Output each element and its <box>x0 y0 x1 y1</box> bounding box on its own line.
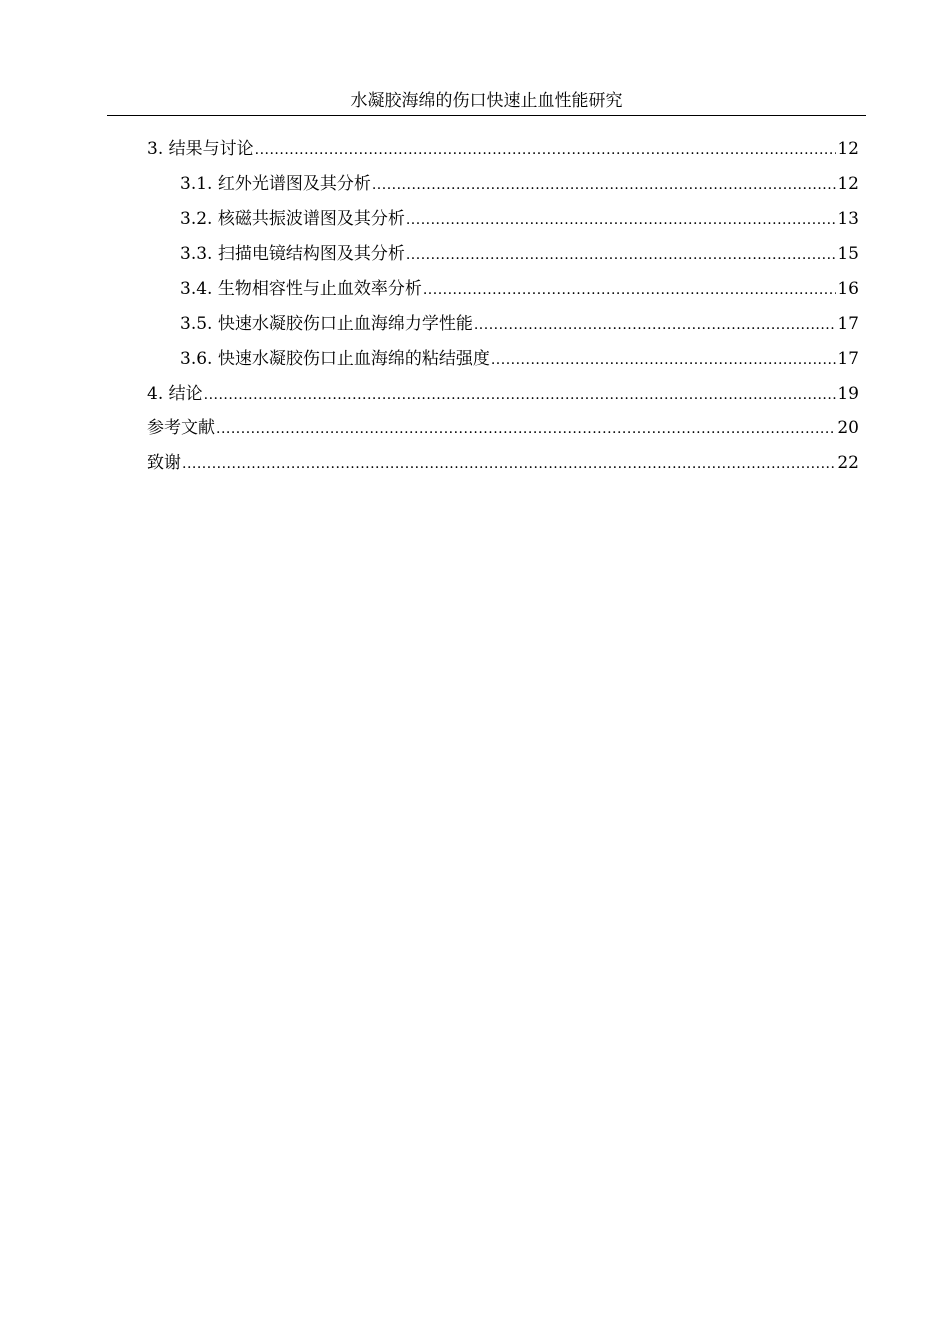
toc-dot-leader <box>216 417 836 441</box>
toc-entry-page-number: 22 <box>837 453 859 473</box>
toc-entry-page-number: 19 <box>837 384 859 404</box>
toc-entry-page-number: 17 <box>837 349 859 369</box>
toc-entry-mechanical-properties[interactable] <box>180 312 859 336</box>
toc-dot-leader <box>204 383 837 407</box>
toc-dot-leader <box>406 243 837 267</box>
toc-entry-conclusion[interactable] <box>147 382 859 406</box>
toc-entry-sem-structure[interactable] <box>180 242 859 266</box>
header-rule <box>107 115 866 116</box>
toc-entry-title: 3.6. 快速水凝胶伤口止血海绵的粘结强度 <box>180 349 490 369</box>
toc-entry-title: 4. 结论 <box>147 384 203 404</box>
toc-entry-title: 参考文献 <box>147 418 215 438</box>
toc-entry-acknowledgements[interactable] <box>147 451 859 475</box>
toc-dot-leader <box>406 208 837 232</box>
toc-entry-page-number: 13 <box>837 209 859 229</box>
toc-entry-page-number: 12 <box>837 174 859 194</box>
toc-entry-adhesion-strength[interactable] <box>180 347 859 371</box>
toc-entry-page-number: 17 <box>837 314 859 334</box>
toc-entry-references[interactable] <box>147 416 859 440</box>
toc-entry-title: 致谢 <box>147 453 181 473</box>
toc-entry-title: 3.4. 生物相容性与止血效率分析 <box>180 279 422 299</box>
toc-entry-nmr-spectrum[interactable] <box>180 207 859 231</box>
toc-dot-leader <box>474 313 837 337</box>
toc-entry-ir-spectrum[interactable] <box>180 172 859 196</box>
toc-dot-leader <box>182 452 836 476</box>
toc-dot-leader <box>491 348 837 372</box>
toc-entry-page-number: 15 <box>837 244 859 264</box>
toc-entry-biocompatibility[interactable] <box>180 277 859 301</box>
toc-entry-page-number: 16 <box>837 279 859 299</box>
toc-entry-title: 3.5. 快速水凝胶伤口止血海绵力学性能 <box>180 314 473 334</box>
toc-entry-title: 3.2. 核磁共振波谱图及其分析 <box>180 209 405 229</box>
toc-entry-title: 3.3. 扫描电镜结构图及其分析 <box>180 244 405 264</box>
running-header: 水凝胶海绵的伤口快速止血性能研究 <box>350 91 623 111</box>
toc-entry-results-discussion[interactable] <box>147 137 859 161</box>
toc-entry-page-number: 12 <box>837 139 859 159</box>
toc-entry-title: 3. 结果与讨论 <box>147 139 254 159</box>
toc-dot-leader <box>255 138 837 162</box>
toc-entry-page-number: 20 <box>837 418 859 438</box>
toc-entry-title: 3.1. 红外光谱图及其分析 <box>180 174 371 194</box>
toc-dot-leader <box>372 173 837 197</box>
toc-dot-leader <box>423 278 837 302</box>
